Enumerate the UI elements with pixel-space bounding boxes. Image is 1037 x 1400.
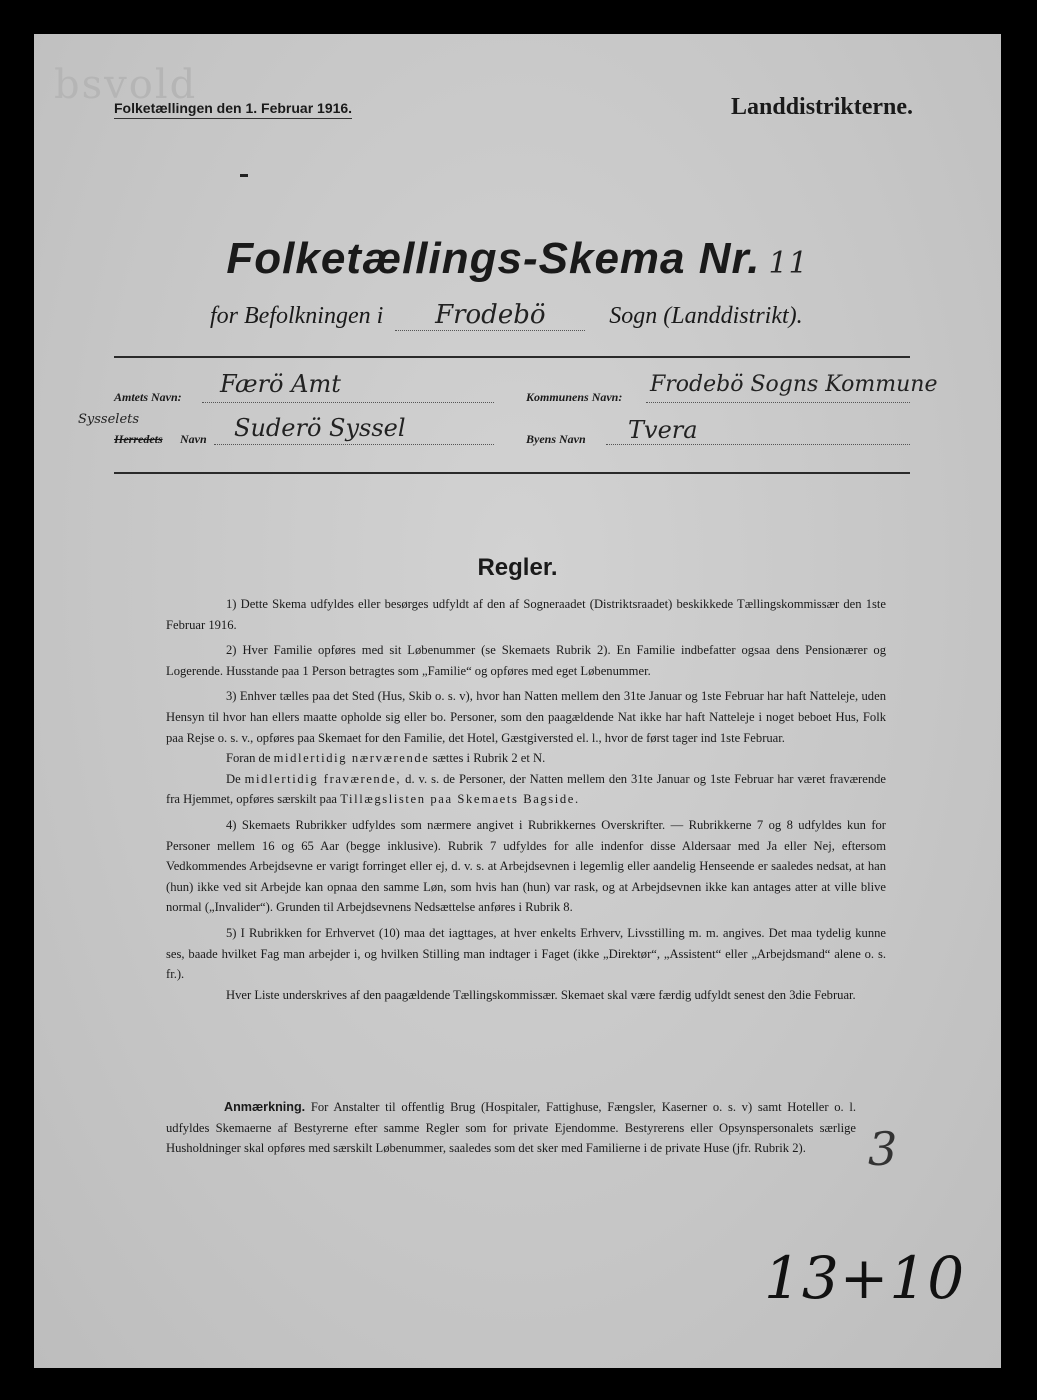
rule-3: 3) Enhver tælles paa det Sted (Hus, Skib o. s. v), hvor han Natten mellem den 31te Januar og 1ste Februar har haft Natteleje, uden Hensyn til hvor han ellers maatte opholde sig eller bo. Personer, som den paagældende Nat ikke har haft Natteleje i noget beboet Hus, Folk paa Rejse o. s. v., opføres paa Skemaet for den Familie, det Hotel, Gæstgiversted el. l., hvor de først tager ind 1ste Februar. [166, 689, 886, 745]
archive-number: 13+10 [764, 1244, 966, 1312]
rule-1: 1) Dette Skema udfyldes eller besørges udfyldt af den af Sogneraadet (Distriktsraadet) beskikkede Tællingskommissær den 1ste Februar 1916. [166, 597, 886, 632]
rule-5: 5) I Rubrikken for Erhvervet (10) maa det iagttages, at hver enkelts Erhverv, Livsstilling m. m. angives. Det maa tydelig kunne ses, baade hvilket Fag man arbejder i, og hvilken Stilling man indtager i Faget (ikke „Direktør“, „Assistent“ eller „Arbejdsmand“ alene o. s. fr.). [166, 925, 886, 982]
census-form-sheet [34, 34, 1001, 1368]
bottom-rule [114, 472, 910, 474]
bleed-through-text: bsvold [54, 62, 198, 108]
note-label: Anmærkning. [224, 1100, 306, 1114]
census-date-header: Folketællingen den 1. Februar 1916. [114, 100, 352, 119]
form-number: 11 [768, 246, 809, 281]
rule-3-absent-a: De [226, 771, 241, 786]
district-type-header: Landdistrikterne. [730, 94, 913, 120]
rules-text [166, 594, 886, 1010]
amt-value: Færö Amt [220, 370, 341, 398]
rule-3-absent-b: midlertidig fraværende, [244, 771, 402, 786]
page-mark: 3 [868, 1122, 898, 1176]
by-line [606, 444, 910, 445]
kommune-line [646, 402, 910, 403]
top-rule [114, 356, 910, 358]
rule-6: Hver Liste underskrives af den paagældende Tællingskommissær. Skemaet skal være færdig udfyldt senest den 3die Februar. [226, 987, 856, 1002]
sysselets-label: Sysselets [78, 412, 140, 427]
form-subtitle [210, 300, 803, 331]
amt-line [202, 402, 494, 403]
rule-3-absent-c: d. v. s. de Personer, der Natten mellem den 31te Januar og 1ste Februar har været fraværende fra Hjemmet, opføres særskilt paa [166, 771, 887, 807]
by-value: Tvera [628, 416, 698, 444]
rule-2: 2) Hver Familie opføres med sit Løbenummer (se Skemaets Rubrik 2). En Familie indbefatter ogsaa dens Pensionærer og Logerende. Husstande paa 1 Person betragtes som „Familie“ og opføres med eget Løbenummer. [166, 643, 886, 678]
rules-heading: Regler. [477, 554, 558, 581]
syssel-value: Suderö Syssel [234, 414, 406, 442]
kommune-value: Frodebö Sogns Kommune [650, 372, 938, 397]
note-text: For Anstalter til offentlig Brug (Hospitaler, Fattighuse, Fængsler, Kaserner o. s. v) samt Hoteller o. l. udfyldes Skemaerne af Bestyrerne efter samme Regler som for private Ejendomme. Bestyrerens eller Opsynspersonalets særlige Husholdninger skal opføres med særskilt Løbenummer, saaledes som det sker med Familierne i de private Huse (jfr. Rubrik 2). [166, 1100, 856, 1156]
navn-label: Navn [180, 432, 207, 446]
rule-3-absent-d: Tillægslisten paa Skemaets Bagside. [340, 792, 580, 807]
amt-label: Amtets Navn: [114, 390, 182, 404]
annotation-note [166, 1097, 856, 1159]
struck-herred-label: Herredets [114, 432, 163, 446]
subtitle-prefix: for Befolkningen i [210, 303, 384, 329]
form-title-text: Folketællings-Skema Nr. [226, 234, 761, 283]
subtitle-suffix: Sogn (Landdistrikt). [609, 303, 803, 329]
rule-3-present [166, 748, 886, 769]
rule-3-absent [166, 769, 886, 810]
rule-4: 4) Skemaets Rubrikker udfyldes som nærmere angivet i Rubrikkernes Overskrifter. — Rubrikkerne 7 og 8 udfyldes kun for Personer mellem 16 og 65 Aar (begge inklusive). Rubrik 7 udfyldes for alle indenfor disse Aldersaar med Ja eller Nej, eftersom Vedkommendes Arbejdsevne er varigt forringet eller ej, d. v. s. at Arbejdsevnen i legemlig eller aandelig Henseende er saaledes nedsat, at han (hun) ikke ved sit Arbejde kan opnaa den samme Løn, som hvis han (hun) var rask, og at Arbejdsevnen ikke kan antages atter at ville blive normal („Invalider“). Grunden til Arbejdsevnens Nedsættelse anføres i Rubrik 8. [166, 817, 886, 915]
rule-3-present-b: midlertidig nærværende [273, 751, 430, 766]
by-label: Byens Navn [526, 432, 586, 446]
kommune-label: Kommunens Navn: [526, 390, 623, 404]
ink-mark [240, 174, 248, 177]
parish-name-value: Frodebö [395, 300, 585, 331]
rule-3-present-a: Foran de [226, 751, 271, 766]
rule-3-present-c: sættes i Rubrik 2 et N. [432, 751, 546, 766]
syssel-line [214, 444, 494, 445]
form-title [34, 234, 1001, 284]
